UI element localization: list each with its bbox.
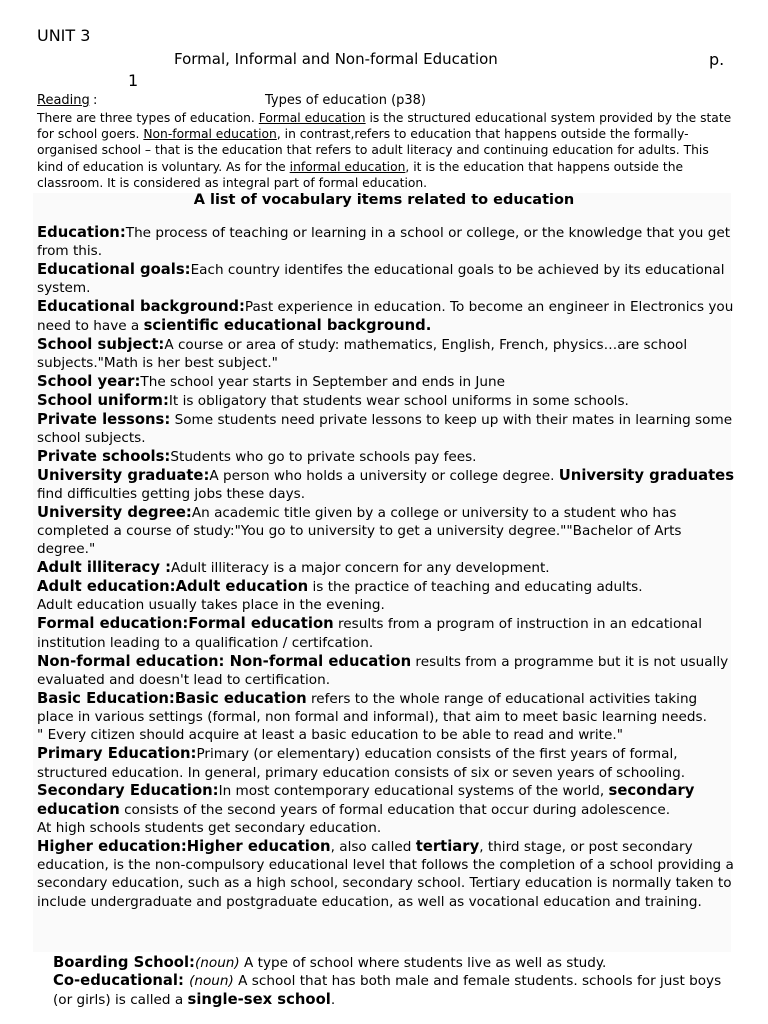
vocab-entry-private-lessons: Private lessons: Some students need private lessons to keep up with their mates in learning some school subjects.: [37, 410, 733, 446]
vocabulary-list: [37, 224, 735, 912]
vocab-entry-non-formal-education: Non-formal education: Non-formal education results from a programme but it is not usually evaluated and doesn't lead to certification.: [37, 652, 729, 688]
informal-education-link: informal education: [289, 159, 406, 174]
vocab-entry-private-schools: Private schools:Students who go to private schools pay fees.: [37, 447, 477, 465]
extra-vocabulary: [53, 954, 743, 1009]
vocab-entry-school-uniform: School uniform:It is obligatory that students wear school uniforms in some schools.: [37, 391, 629, 409]
vocab-entry-primary-education: Primary Education:Primary (or elementary) education consists of the first years of formal, structured education. In general, primary education consists of six or seven years of schooling.: [37, 745, 686, 781]
non-formal-education-link: Non-formal education: [143, 127, 277, 142]
reading-title: Types of education (p38): [265, 93, 427, 108]
vocab-entry-basic-education: Basic Education:Basic education refers to the whole range of educational activities taking place in various settings (formal, non formal and informal), that aim to meet basic learning needs. " Every citizen should acquire at least a basic education to be able to read and write.": [37, 689, 707, 744]
formal-education-link: Formal education: [258, 111, 366, 125]
vocab-entry-school-year: School year:The school year starts in September and ends in June: [37, 372, 506, 390]
page-number: 1: [128, 71, 139, 90]
page-label: p.: [709, 50, 725, 69]
vocab-entry-university-graduate: University graduate:A person who holds a university or college degree. University graduates find difficulties getting jobs these days.: [37, 466, 735, 502]
vocab-entry-co-educational: Co-educational: (noun) A school that has both male and female students. schools for just boys (or girls) is called a single-sex school.: [53, 972, 722, 1008]
page-title: Formal, Informal and Non-formal Education: [174, 50, 498, 68]
vocab-entry-education: Education:The process of teaching or learning in a school or college, or the knowledge that you get from this.: [37, 224, 731, 260]
vocab-entry-boarding-school: Boarding School:(noun) A type of school where students live as well as study.: [53, 954, 607, 971]
vocab-entry-formal-education: Formal education:Formal education results from a program of instruction in an edcational institution leading to a qualification / certifcation.: [37, 615, 702, 651]
vocab-entry-educational-background: Educational background:Past experience in education. To become an engineer in Electronics you need to have a scientific educational background.: [37, 298, 734, 334]
vocab-entry-adult-illiteracy: Adult illiteracy :Adult illiteracy is a major concern for any development.: [37, 559, 550, 577]
vocab-entry-school-subject: School subject:A course or area of study: mathematics, English, French, physics…are school subjects."Math is her best subject.": [37, 335, 688, 371]
vocab-entry-educational-goals: Educational goals:Each country identifes the educational goals to be achieved by its educational system.: [37, 261, 725, 297]
reading-label: Reading: [37, 93, 90, 108]
vocab-entry-university-degree: University degree:An academic title given by a college or university to a student who has completed a course of study:"You go to university to get a university degree.""Bachelor of Arts degree.": [37, 503, 682, 558]
vocab-entry-secondary-education: Secondary Education:In most contemporary educational systems of the world, secondary education consists of the second years of formal education that occur during adolescence. At high schools students get secondary education.: [37, 782, 695, 836]
reading-colon: :: [93, 93, 98, 108]
vocab-entry-adult-education: Adult education:Adult education is the practice of teaching and educating adults. Adult education usually takes place in the evening.: [37, 578, 643, 614]
unit-heading: UNIT 3: [37, 26, 91, 45]
vocab-entry-higher-education: Higher education:Higher education, also called tertiary, third stage, or post secondary education, is the non-compulsory educational level that follows the completion of a school providing a secondary education, such as a high school, secondary school. Tertiary education is normally taken to include undergraduate and postgraduate education, as well as vocational education and training.: [37, 837, 734, 910]
intro-paragraph: There are three types of education. Formal education is the structured educational system provided by the state for school goers. Non-formal education, in contrast,refers to education that happens outside the formally-organised school – that is the education that refers to adult literacy and continuing education for adults. This kind of education is voluntary. As for the informal education, it is the education that happens outside the classroom. It is considered as integral part of formal education.: [37, 111, 732, 190]
vocabulary-heading: A list of vocabulary items related to education: [193, 192, 575, 208]
